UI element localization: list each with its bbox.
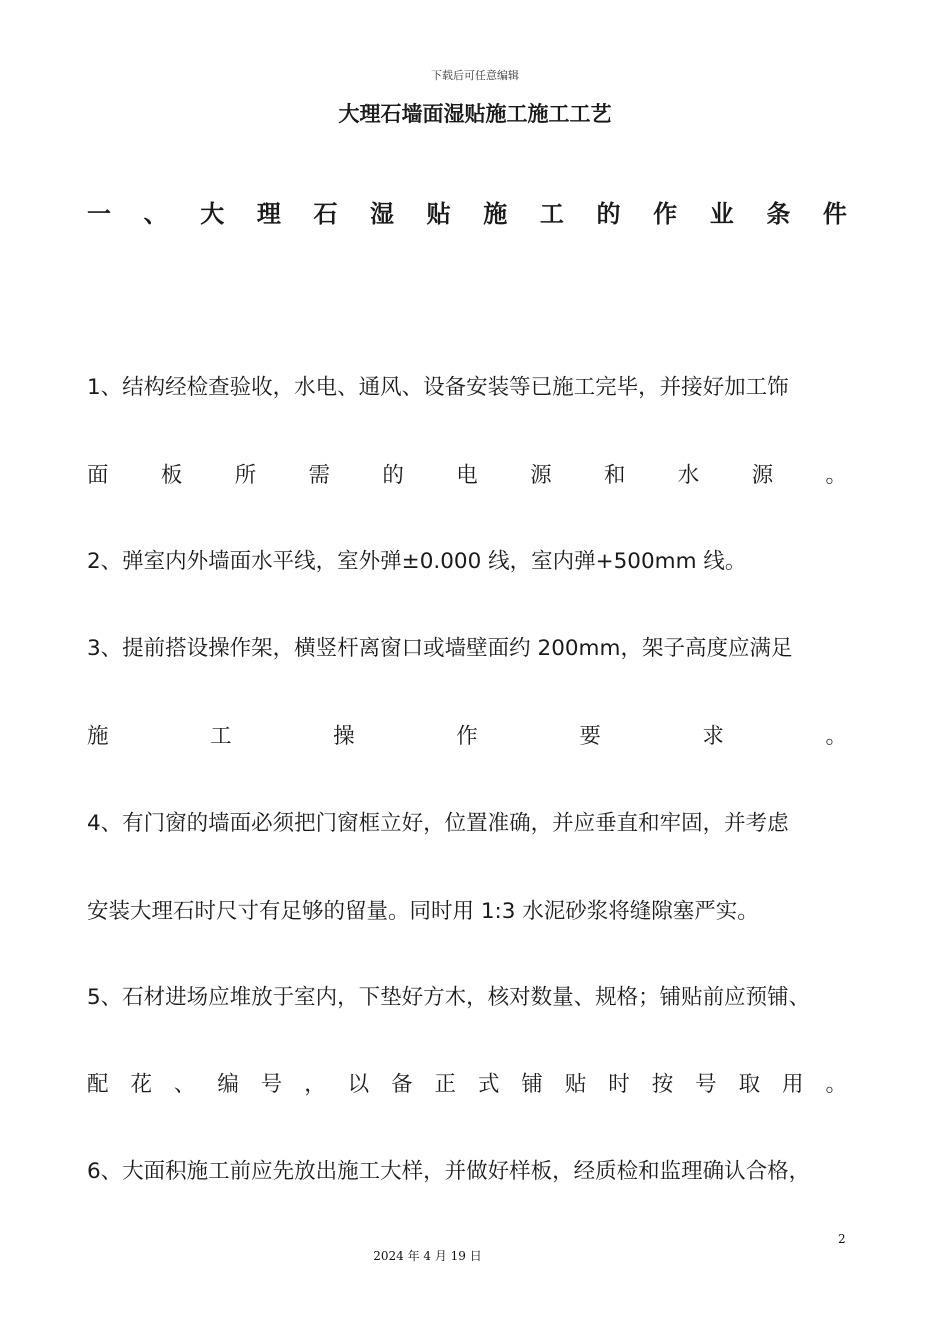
- item-1-line-2: [87, 458, 847, 489]
- spread-char: 、: [143, 200, 168, 228]
- spread-char: 。: [825, 1072, 847, 1097]
- spread-char: ，: [304, 1072, 326, 1097]
- spread-char: 面: [87, 463, 109, 488]
- spread-char: 业: [709, 200, 734, 228]
- item-4-line-2: 安装大理石时尺寸有足够的留量。同时用 1:3 水泥砂浆将缝隙塞严实。: [87, 899, 759, 924]
- item-5-line-1: 5、石材进场应堆放于室内，下垫好方木，核对数量、规格；铺贴前应预铺、: [87, 985, 811, 1010]
- spread-char: 求: [702, 724, 724, 749]
- spread-char: 的: [596, 200, 621, 228]
- spread-char: 号: [695, 1072, 717, 1097]
- spread-char: 编: [217, 1072, 239, 1097]
- spread-char: 。: [825, 463, 847, 488]
- spread-char: 备: [391, 1072, 413, 1097]
- spread-char: 水: [677, 463, 700, 488]
- footer-date: 2024 年 4 月 19 日: [373, 1249, 482, 1263]
- spread-char: 取: [738, 1072, 761, 1097]
- spread-char: 理: [256, 200, 281, 228]
- spread-char: 所: [234, 463, 257, 488]
- spread-char: 正: [434, 1072, 457, 1097]
- spread-char: 配: [87, 1072, 109, 1097]
- spread-char: 大: [200, 200, 225, 228]
- spread-char: 源: [530, 463, 552, 488]
- spread-char: 、: [173, 1072, 196, 1097]
- spread-char: 花: [130, 1072, 152, 1097]
- spread-char: 要: [579, 724, 601, 749]
- spread-char: 的: [382, 463, 404, 488]
- page-number: 2: [838, 1232, 846, 1246]
- spread-char: 式: [477, 1072, 500, 1097]
- spread-char: 施: [87, 724, 109, 749]
- item-1-line-1: 1、结构经检查验收，水电、通风、设备安装等已施工完毕，并接好加工饰: [87, 375, 789, 400]
- spread-char: 工: [539, 200, 564, 228]
- spread-char: 以: [347, 1072, 370, 1097]
- spread-char: 需: [308, 463, 331, 488]
- spread-char: 湿: [370, 200, 395, 228]
- item-3-line-2: [87, 719, 847, 750]
- item-6-line-1: 6、大面积施工前应先放出施工大样，并做好样板，经质检和监理确认合格，: [87, 1159, 811, 1184]
- item-5-line-2: [87, 1067, 847, 1098]
- spread-char: 源: [751, 463, 774, 488]
- spread-char: 用: [782, 1072, 804, 1097]
- spread-char: 施: [483, 200, 508, 228]
- spread-char: 条: [766, 200, 791, 228]
- spread-char: 一: [87, 200, 111, 228]
- spread-char: 石: [313, 200, 338, 228]
- section-heading: [87, 194, 847, 229]
- spread-char: 号: [260, 1072, 283, 1097]
- document-title: 大理石墙面湿贴施工施工工艺: [338, 102, 612, 126]
- spread-char: 操: [333, 724, 355, 749]
- item-4-line-1: 4、有门窗的墙面必须把门窗框立好，位置准确，并应垂直和牢固，并考虑: [87, 811, 789, 836]
- spread-char: 铺: [521, 1072, 543, 1097]
- spread-char: 电: [456, 463, 478, 488]
- spread-char: 和: [603, 463, 626, 488]
- spread-char: 工: [210, 724, 232, 749]
- spread-char: 作: [653, 200, 678, 228]
- spread-char: 时: [608, 1072, 630, 1097]
- spread-char: 件: [822, 200, 847, 228]
- spread-char: 贴: [426, 200, 451, 228]
- spread-char: 作: [456, 724, 478, 749]
- item-2-line-1: 2、弹室内外墙面水平线，室外弹±0.000 线，室内弹+500mm 线。: [87, 549, 747, 574]
- spread-char: 按: [651, 1072, 674, 1097]
- spread-char: 板: [160, 463, 183, 488]
- item-3-line-1: 3、提前搭设操作架，横竖杆离窗口或墙壁面约 200mm，架子高度应满足: [87, 636, 793, 661]
- spread-char: 贴: [564, 1072, 587, 1097]
- header-note: 下载后可任意编辑: [431, 69, 519, 82]
- spread-char: 。: [825, 724, 847, 749]
